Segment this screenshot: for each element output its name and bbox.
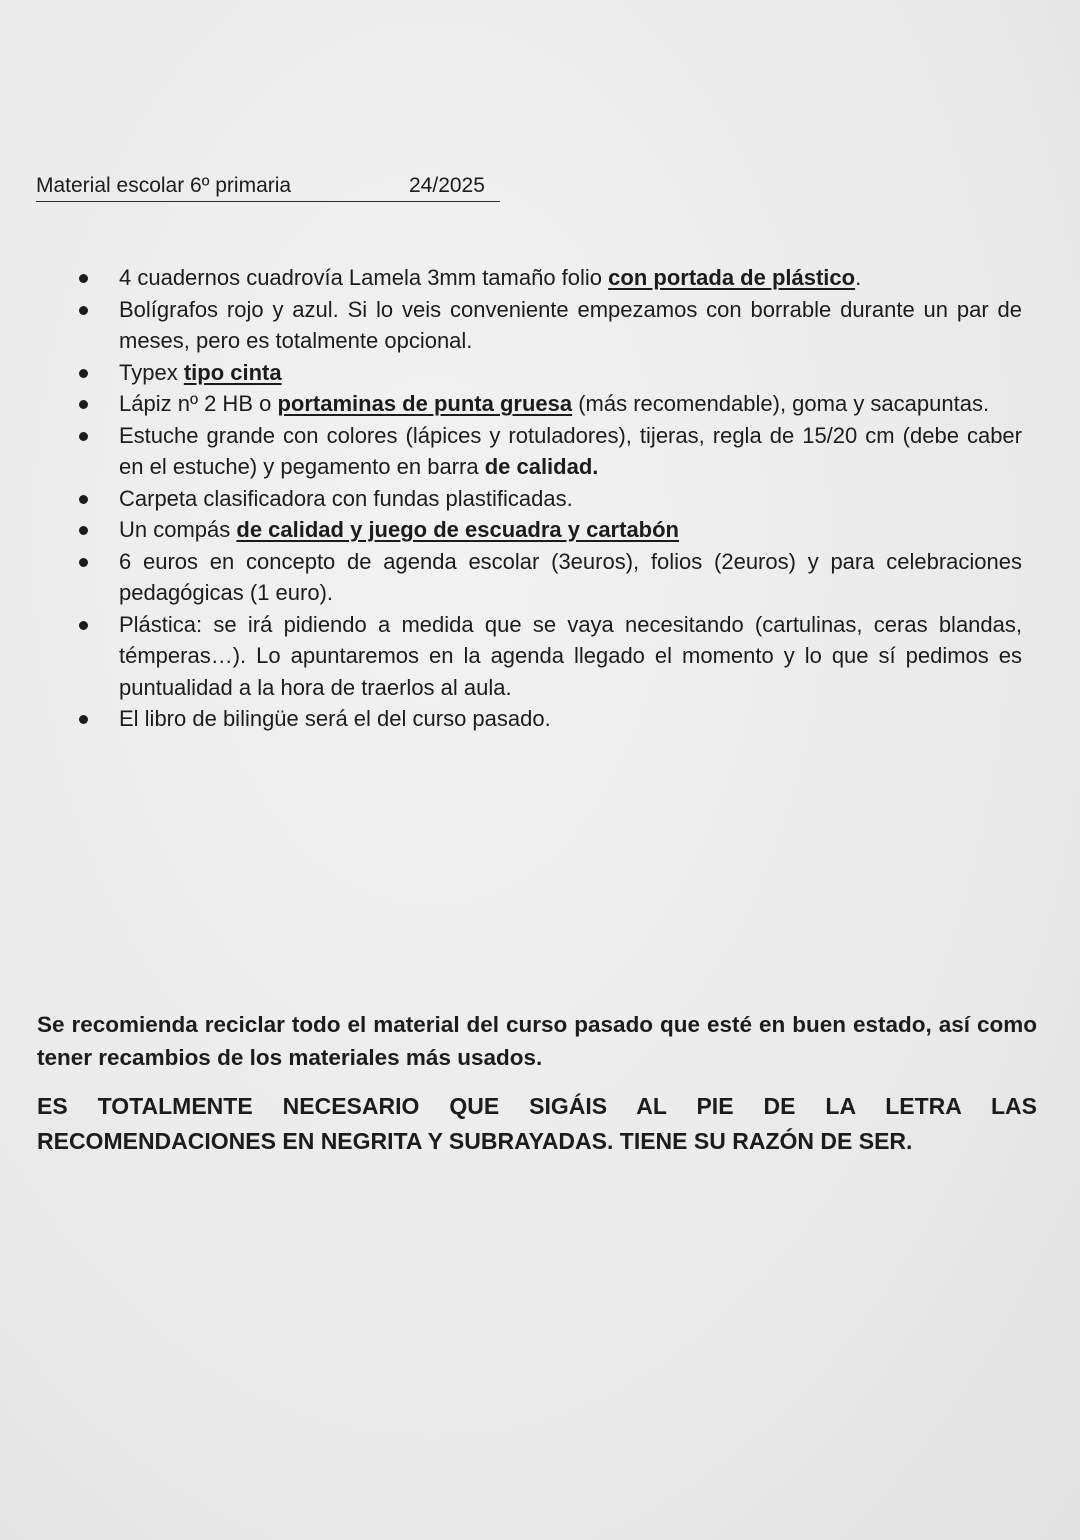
- emphasis-text: tipo cinta: [183, 359, 282, 385]
- materials-list: [0, 262, 1080, 735]
- list-item: Bolígrafos rojo y azul. Si lo veis conveniente empezamos con borrable durante un par de meses, pero es totalmente opcional.: [0, 294, 1080, 357]
- document-title: [36, 172, 500, 202]
- bullet-icon: [79, 432, 88, 441]
- title-text: Material escolar 6º primaria: [36, 174, 292, 197]
- list-item: Lápiz nº 2 HB o portaminas de punta gruesa (más recomendable), goma y sacapuntas.: [0, 388, 1080, 420]
- bullet-icon: [79, 526, 88, 535]
- list-item: Estuche grande con colores (lápices y rotuladores), tijeras, regla de 15/20 cm (debe caber en el estuche) y pegamento en barra de calidad.: [0, 420, 1080, 483]
- bullet-icon: [79, 400, 88, 409]
- emphasis-text: portaminas de punta gruesa: [277, 391, 573, 416]
- emphasis-text: con portada de plástico: [608, 265, 856, 290]
- bullet-icon: [79, 715, 88, 724]
- bullet-icon: [79, 495, 88, 504]
- recycle-note: Se recomienda reciclar todo el material del curso pasado que esté en buen estado, así como tener recambios de los materiales más usados.: [37, 1011, 1037, 1070]
- list-item: Plástica: se irá pidiendo a medida que se vaya necesitando (cartulinas, ceras blandas, témperas…). Lo apuntaremos en la agenda llegado el momento y lo que sí pedimos es puntualidad a la hora de traerlos al aula.: [0, 609, 1080, 704]
- list-item: El libro de bilingüe será el del curso pasado.: [0, 703, 1080, 735]
- bullet-icon: [79, 369, 88, 378]
- emphasis-text: de calidad y juego de escuadra y cartabón: [236, 517, 679, 542]
- school-year: 24/2025: [409, 174, 485, 197]
- warning-note: ES TOTALMENTE NECESARIO QUE SIGÁIS AL PIE DE LA LETRA LAS RECOMENDACIONES EN NEGRITA Y SUBRAYADAS. TIENE SU RAZÓN DE SER.: [37, 1093, 1037, 1154]
- bullet-icon: [79, 558, 88, 567]
- list-item: 4 cuadernos cuadrovía Lamela 3mm tamaño folio con portada de plástico.: [0, 262, 1080, 294]
- list-item: 6 euros en concepto de agenda escolar (3euros), folios (2euros) y para celebraciones pedagógicas (1 euro).: [0, 546, 1080, 609]
- bold-text: de calidad.: [484, 454, 599, 479]
- list-item: Carpeta clasificadora con fundas plastificadas.: [0, 483, 1080, 515]
- bullet-icon: [79, 621, 88, 630]
- list-item: Typex tipo cinta: [0, 357, 1080, 389]
- bullet-icon: [79, 274, 88, 283]
- list-item: Un compás de calidad y juego de escuadra y cartabón: [0, 514, 1080, 546]
- bullet-icon: [79, 306, 88, 315]
